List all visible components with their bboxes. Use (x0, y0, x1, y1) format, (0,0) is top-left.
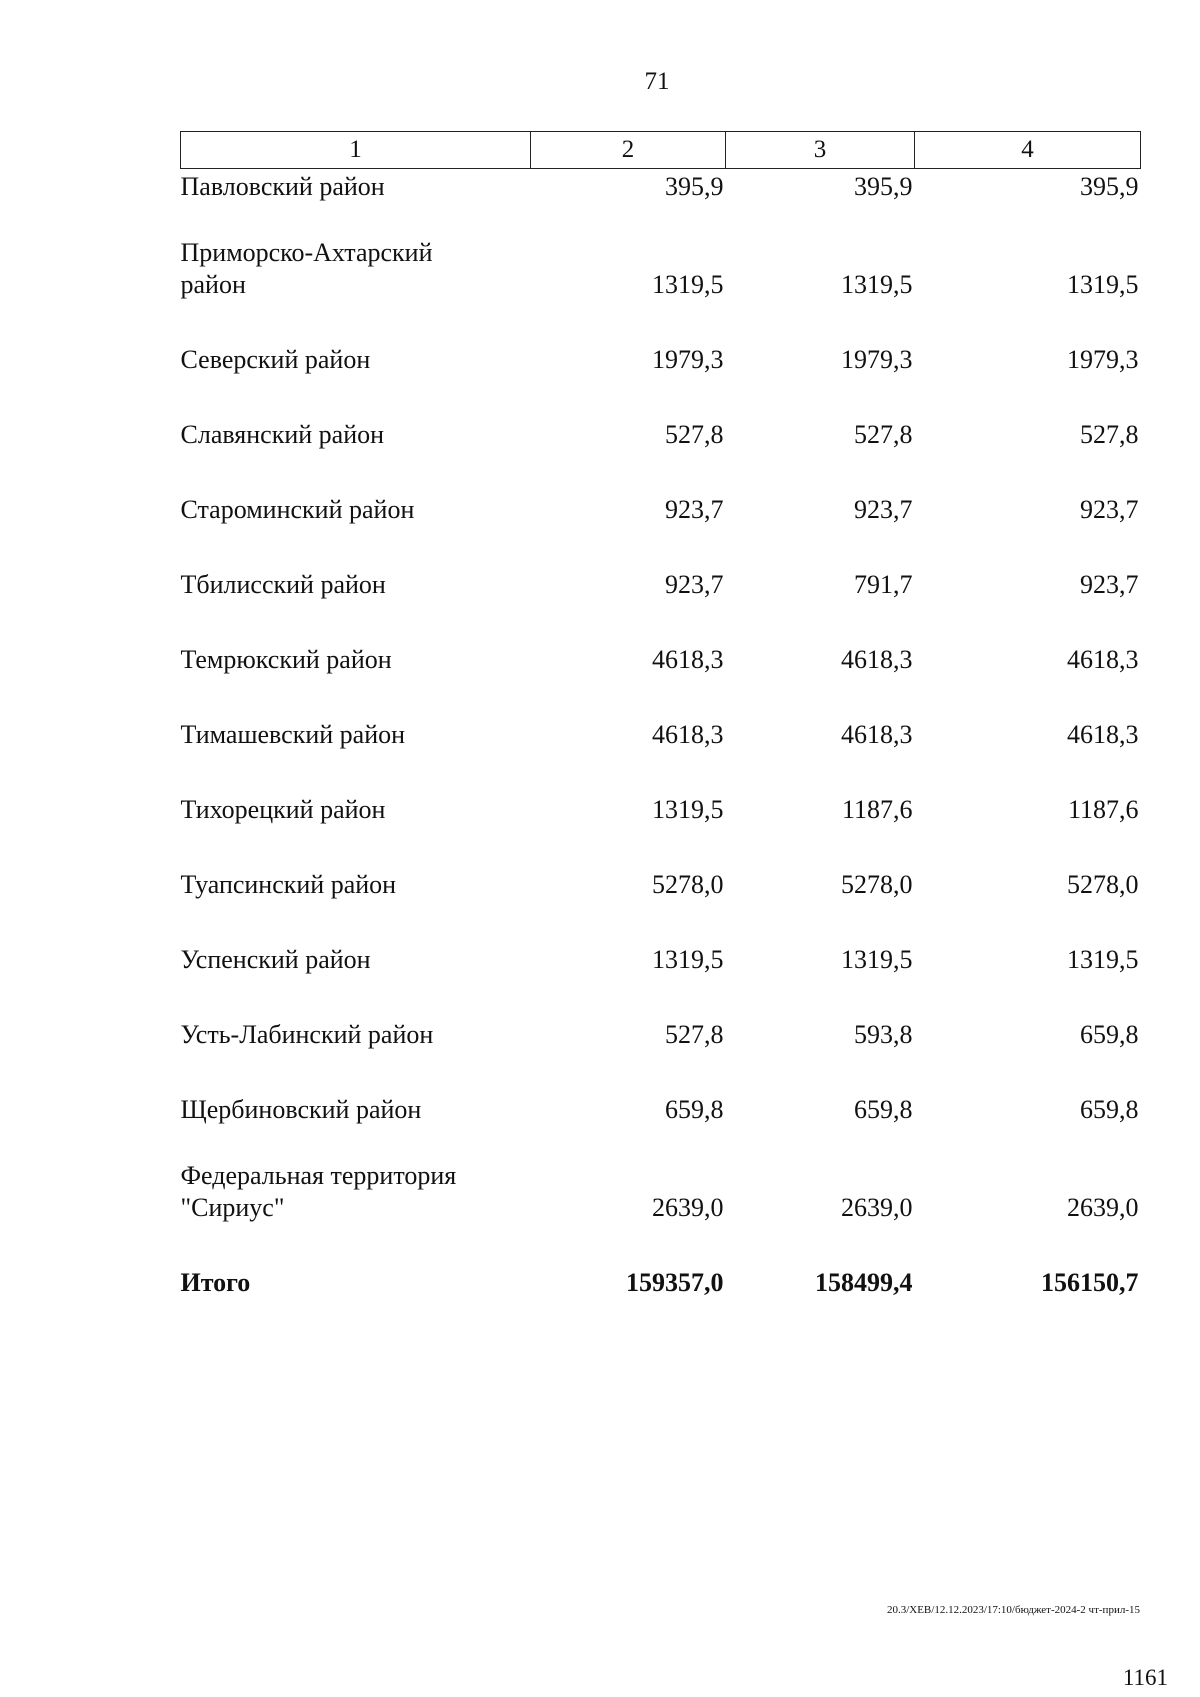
table-row (181, 1128, 1141, 1226)
district-name: Староминский район (180, 495, 415, 524)
page-number: 71 (644, 68, 670, 95)
district-name: Щербиновский район (180, 1095, 422, 1124)
value-col-2: 527,8 (665, 420, 724, 449)
table-row (181, 978, 1141, 1053)
table-row (181, 828, 1141, 903)
table-row (181, 903, 1141, 978)
table-row (181, 378, 1141, 453)
value-col-3: 1319,5 (841, 945, 913, 974)
value-col-3: 4618,3 (841, 720, 913, 749)
district-name-line-2: район (180, 270, 246, 299)
district-name (181, 1128, 531, 1226)
value-col-4: 4618,3 (1067, 645, 1139, 674)
total-col-3: 158499,4 (815, 1268, 913, 1297)
district-name: Тимашевский район (180, 720, 406, 749)
district-name-line-2: "Сириус" (180, 1193, 285, 1222)
district-name: Северский район (180, 345, 371, 374)
value-col-2: 2639,0 (652, 1193, 724, 1222)
value-col-3: 923,7 (854, 495, 913, 524)
value-col-4: 527,8 (1080, 420, 1139, 449)
table-row (181, 205, 1141, 303)
value-col-2: 1319,5 (652, 270, 724, 299)
district-name: Успенский район (180, 945, 371, 974)
district-name: Темрюкский район (180, 645, 392, 674)
value-col-4: 659,8 (1080, 1095, 1139, 1124)
district-name: Славянский район (180, 420, 385, 449)
header-col-4: 4 (915, 132, 1141, 169)
value-col-2: 395,9 (665, 172, 724, 201)
value-col-4: 923,7 (1080, 495, 1139, 524)
value-col-4: 1319,5 (1067, 945, 1139, 974)
table-row (181, 169, 1141, 206)
district-name (181, 205, 531, 303)
value-col-4: 1187,6 (1067, 795, 1139, 824)
total-label: Итого (180, 1268, 251, 1297)
allocation-table (180, 131, 1141, 1301)
table-row (181, 303, 1141, 378)
value-col-2: 5278,0 (652, 870, 724, 899)
value-col-2: 1319,5 (652, 795, 724, 824)
total-col-2: 159357,0 (626, 1268, 724, 1297)
value-col-2: 4618,3 (652, 720, 724, 749)
value-col-3: 1319,5 (841, 270, 913, 299)
table-row (181, 753, 1141, 828)
value-col-2: 527,8 (665, 1020, 724, 1049)
value-col-4: 4618,3 (1067, 720, 1139, 749)
district-name: Тбилисский район (180, 570, 386, 599)
value-col-3: 593,8 (854, 1020, 913, 1049)
district-name-line-1: Федеральная территория (180, 1161, 457, 1190)
value-col-2: 923,7 (665, 495, 724, 524)
value-col-3: 4618,3 (841, 645, 913, 674)
document-code: 20.3/ХЕВ/12.12.2023/17:10/бюджет-2024-2 чт-прил-15 (886, 1604, 1140, 1616)
table-row (181, 453, 1141, 528)
value-col-3: 659,8 (854, 1095, 913, 1124)
value-col-4: 5278,0 (1067, 870, 1139, 899)
table-row (181, 528, 1141, 603)
value-col-4: 659,8 (1080, 1020, 1139, 1049)
district-name-line-1: Приморско-Ахтарский (180, 238, 433, 267)
value-col-3: 791,7 (854, 570, 913, 599)
table-body (181, 169, 1141, 1302)
value-col-4: 923,7 (1080, 570, 1139, 599)
value-col-2: 923,7 (665, 570, 724, 599)
district-name: Павловский район (180, 172, 385, 201)
total-row (181, 1226, 1141, 1301)
value-col-3: 5278,0 (841, 870, 913, 899)
header-row (181, 132, 1141, 169)
value-col-3: 2639,0 (841, 1193, 913, 1222)
table-row (181, 1053, 1141, 1128)
table-header (181, 132, 1141, 169)
header-col-3: 3 (726, 132, 915, 169)
header-col-2: 2 (531, 132, 726, 169)
header-col-1: 1 (181, 132, 531, 169)
sheet-number: 1161 (1122, 1665, 1168, 1690)
value-col-3: 527,8 (854, 420, 913, 449)
value-col-3: 395,9 (854, 172, 913, 201)
table-row (181, 678, 1141, 753)
value-col-4: 395,9 (1080, 172, 1139, 201)
value-col-2: 659,8 (665, 1095, 724, 1124)
value-col-4: 1319,5 (1067, 270, 1139, 299)
table-row (181, 603, 1141, 678)
total-col-4: 156150,7 (1041, 1268, 1139, 1297)
district-name: Тихорецкий район (180, 795, 386, 824)
value-col-2: 1979,3 (652, 345, 724, 374)
value-col-2: 4618,3 (652, 645, 724, 674)
district-name: Усть-Лабинский район (180, 1020, 434, 1049)
value-col-2: 1319,5 (652, 945, 724, 974)
value-col-4: 1979,3 (1067, 345, 1139, 374)
value-col-3: 1979,3 (841, 345, 913, 374)
value-col-4: 2639,0 (1067, 1193, 1139, 1222)
value-col-3: 1187,6 (841, 795, 913, 824)
district-name: Туапсинский район (180, 870, 397, 899)
